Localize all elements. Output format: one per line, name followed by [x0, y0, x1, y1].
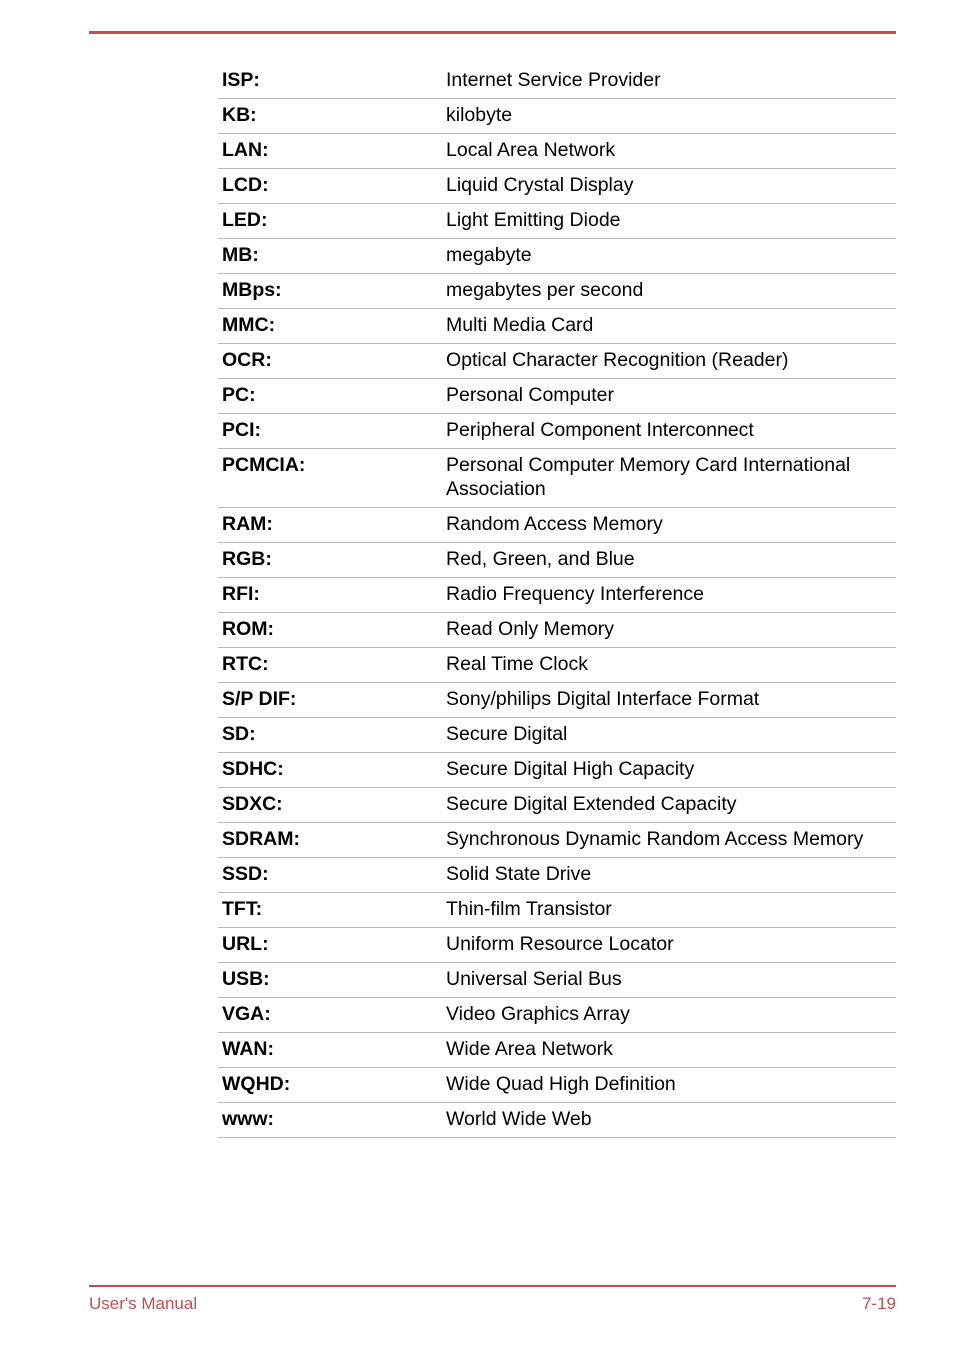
- glossary-definition: Read Only Memory: [446, 618, 614, 640]
- glossary-definition: Secure Digital High Capacity: [446, 758, 695, 780]
- glossary-definition: World Wide Web: [446, 1108, 592, 1130]
- glossary-row: [218, 578, 896, 613]
- glossary-term: OCR:: [222, 349, 272, 371]
- glossary-row: [218, 893, 896, 928]
- glossary-row: [218, 648, 896, 683]
- glossary-term: LCD:: [222, 174, 269, 196]
- glossary-definition: Sony/philips Digital Interface Format: [446, 688, 760, 710]
- glossary-definition: Red, Green, and Blue: [446, 548, 635, 570]
- glossary-term: URL:: [222, 933, 269, 955]
- glossary-row: [218, 613, 896, 648]
- glossary-term: TFT:: [222, 898, 263, 920]
- glossary-definition: Optical Character Recognition (Reader): [446, 349, 789, 371]
- glossary-row: [218, 543, 896, 578]
- glossary-term: www:: [222, 1108, 274, 1130]
- glossary-row: [218, 823, 896, 858]
- glossary-row: [218, 309, 896, 344]
- glossary-term: LAN:: [222, 139, 269, 161]
- glossary-definition: Local Area Network: [446, 139, 616, 161]
- glossary-term: USB:: [222, 968, 270, 990]
- glossary-definition: Personal Computer: [446, 384, 614, 406]
- glossary-row: [218, 169, 896, 204]
- glossary-row: [218, 858, 896, 893]
- glossary-row: [218, 1103, 896, 1138]
- glossary-row: [218, 1033, 896, 1068]
- glossary-row: [218, 788, 896, 823]
- glossary-row: [218, 344, 896, 379]
- glossary-row: [218, 204, 896, 239]
- glossary-definition: Video Graphics Array: [446, 1003, 630, 1025]
- glossary-term: PCI:: [222, 419, 261, 441]
- glossary-term: VGA:: [222, 1003, 271, 1025]
- glossary-row: [218, 414, 896, 449]
- glossary-table: [218, 64, 896, 1138]
- glossary-term: RAM:: [222, 513, 273, 535]
- glossary-row: [218, 963, 896, 998]
- glossary-term: SDHC:: [222, 758, 284, 780]
- glossary-term: WAN:: [222, 1038, 274, 1060]
- glossary-term: KB:: [222, 104, 257, 126]
- glossary-row: [218, 753, 896, 788]
- glossary-definition: Multi Media Card: [446, 314, 594, 336]
- glossary-term: PCMCIA:: [222, 454, 306, 476]
- glossary-definition: megabytes per second: [446, 279, 644, 301]
- glossary-row: [218, 683, 896, 718]
- glossary-definition: Wide Quad High Definition: [446, 1073, 676, 1095]
- glossary-term: ISP:: [222, 69, 260, 91]
- glossary-term: SSD:: [222, 863, 269, 885]
- glossary-term: SD:: [222, 723, 256, 745]
- glossary-definition: megabyte: [446, 244, 532, 266]
- glossary-term: ROM:: [222, 618, 274, 640]
- glossary-term: PC:: [222, 384, 256, 406]
- glossary-row: [218, 134, 896, 169]
- glossary-term: RTC:: [222, 653, 269, 675]
- footer-rule: [89, 1285, 896, 1287]
- glossary-row: [218, 239, 896, 274]
- glossary-definition: Secure Digital: [446, 723, 568, 745]
- glossary-row: [218, 449, 896, 508]
- glossary-definition: Personal Computer Memory Card International Association: [446, 454, 851, 500]
- glossary-definition: Secure Digital Extended Capacity: [446, 793, 737, 815]
- glossary-definition: Radio Frequency Interference: [446, 583, 704, 605]
- glossary-term: S/P DIF:: [222, 688, 297, 710]
- glossary-row: [218, 928, 896, 963]
- glossary-term: RFI:: [222, 583, 260, 605]
- glossary-row: [218, 1068, 896, 1103]
- glossary-row: [218, 99, 896, 134]
- glossary-definition: Light Emitting Diode: [446, 209, 621, 231]
- glossary-definition: Liquid Crystal Display: [446, 174, 634, 196]
- glossary-row: [218, 379, 896, 414]
- glossary-term: SDXC:: [222, 793, 283, 815]
- glossary-row: [218, 274, 896, 309]
- glossary-definition: Thin-film Transistor: [446, 898, 612, 920]
- header-rule: [89, 31, 896, 34]
- glossary-term: RGB:: [222, 548, 272, 570]
- glossary-definition: Synchronous Dynamic Random Access Memory: [446, 828, 864, 850]
- glossary-term: LED:: [222, 209, 268, 231]
- glossary-definition: Universal Serial Bus: [446, 968, 622, 990]
- glossary-definition: Wide Area Network: [446, 1038, 613, 1060]
- glossary-definition: Internet Service Provider: [446, 69, 661, 91]
- glossary-definition: Random Access Memory: [446, 513, 663, 535]
- glossary-term: SDRAM:: [222, 828, 300, 850]
- glossary-row: [218, 998, 896, 1033]
- glossary-definition: Peripheral Component Interconnect: [446, 419, 754, 441]
- glossary-row: [218, 718, 896, 753]
- glossary-row: [218, 508, 896, 543]
- glossary-definition: Solid State Drive: [446, 863, 592, 885]
- glossary-definition: Real Time Clock: [446, 653, 588, 675]
- glossary-definition: kilobyte: [446, 104, 513, 126]
- footer-manual-title: User's Manual: [89, 1294, 198, 1313]
- glossary-definition: Uniform Resource Locator: [446, 933, 674, 955]
- glossary-term: MBps:: [222, 279, 282, 301]
- glossary-row: [218, 64, 896, 99]
- glossary-term: WQHD:: [222, 1073, 291, 1095]
- glossary-term: MMC:: [222, 314, 276, 336]
- footer-page-number: 7-19: [861, 1294, 896, 1313]
- glossary-term: MB:: [222, 244, 259, 266]
